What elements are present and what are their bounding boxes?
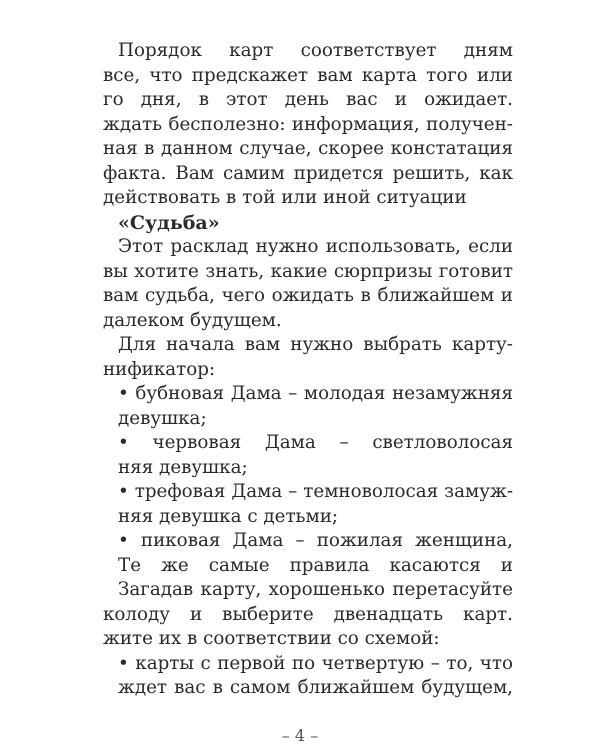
text-line: далеком будущем. bbox=[103, 309, 282, 331]
text-line: • червовая Дама – светловолосая bbox=[118, 432, 513, 453]
text-line: Этот расклад нужно использовать, если bbox=[118, 236, 513, 257]
text-line: вам судьба, чего ожидать в ближайшем и bbox=[103, 285, 513, 306]
text-line: нификатор: bbox=[103, 358, 216, 380]
text-line: Те же самые правила касаются и bbox=[118, 554, 513, 576]
text-line: • трефовая Дама – темноволосая замуж- bbox=[118, 481, 513, 502]
section-heading: «Судьба» bbox=[118, 211, 220, 234]
text-line: ждать бесполезно: информация, получен- bbox=[103, 113, 513, 135]
text-line: жите их в соответствии со схемой: bbox=[103, 628, 440, 649]
text-line: Загадав карту, хорошенько перетасуйте bbox=[118, 579, 513, 600]
text-line: Порядок карт соответствует дням bbox=[118, 40, 513, 61]
text-line: • бубновая Дама – молодая незамужняя bbox=[118, 383, 513, 404]
text-line: вы хотите знать, какие сюрпризы готовит bbox=[103, 260, 513, 282]
text-line: девушка; bbox=[118, 407, 207, 429]
text-line: ждет вас в самом ближайшем будущем, bbox=[118, 677, 513, 698]
text-line: все, что предскажет вам карта того или bbox=[103, 64, 513, 86]
text-line: ная в данном случае, скорее констатация bbox=[103, 138, 513, 159]
text-line: колоду и выберите двенадцать карт. bbox=[103, 603, 513, 625]
text-line: няя девушка; bbox=[118, 456, 248, 478]
page-body bbox=[103, 39, 513, 701]
text-line: • карты с первой по четвертую – то, что bbox=[118, 652, 513, 674]
page-number: – 4 – bbox=[281, 726, 319, 745]
text-line: факта. Вам самим придется решить, как bbox=[103, 162, 513, 184]
text-line: няя девушка с детьми; bbox=[118, 505, 339, 527]
text-line: Для начала вам нужно выбрать карту- bbox=[118, 334, 513, 355]
text-line: • пиковая Дама – пожилая женщина, bbox=[118, 530, 513, 551]
text-line: действовать в той или иной ситуации bbox=[103, 187, 467, 208]
text-line: го дня, в этот день вас и ожидает. bbox=[103, 89, 513, 110]
